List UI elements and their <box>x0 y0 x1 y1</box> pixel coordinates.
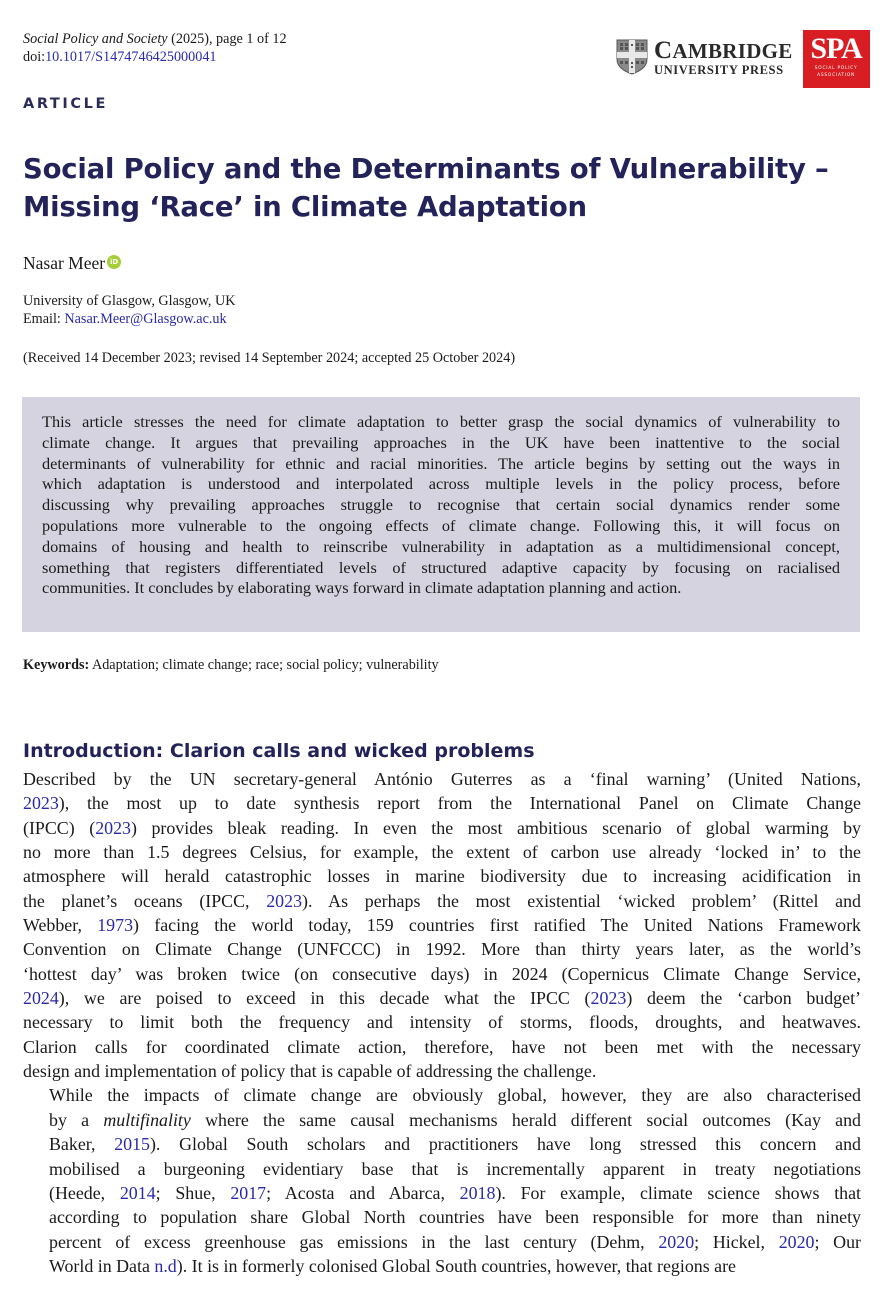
abstract-line: communities. It concludes by elaborating ways forward in climate adaptation planning and action. <box>42 578 682 598</box>
cambridge-university-press-logo <box>654 38 793 77</box>
body-line <box>23 962 861 986</box>
body-paragraph-2 <box>23 1083 861 1278</box>
body-text-segment: ), the most up to date synthesis report from the International Panel on Climate Change <box>58 793 861 814</box>
body-line <box>23 1083 861 1107</box>
body-text-segment: ) deem the ‘carbon budget’ <box>626 988 862 1009</box>
emphasis-text: multifinality <box>103 1109 191 1130</box>
email-label: Email: <box>23 311 65 327</box>
journal-year-page: (2025), page 1 of 12 <box>167 31 287 47</box>
body-line <box>23 1254 861 1278</box>
body-text-segment: ) facing the world today, 159 countries first ratified The United Nations Framework <box>133 915 861 936</box>
body-text-segment: according to population share Global North countries have been responsible for more than ninety <box>49 1207 861 1228</box>
cup-initial: C <box>654 36 673 64</box>
title-line-2: Missing ‘Race’ in Climate Adaptation <box>23 191 587 223</box>
abstract-line: which adaptation is understood and interpolated across multiple levels in the policy process, before <box>42 474 840 494</box>
abstract-line: domains of housing and health to reinscribe vulnerability in adaptation as a multidimensional concept, <box>42 536 840 556</box>
university-shield-icon <box>616 39 648 75</box>
citation-link[interactable]: 2023 <box>95 817 131 838</box>
body-text-segment: ; Acosta and Abarca, <box>266 1182 460 1203</box>
body-line <box>23 1059 861 1083</box>
body-line <box>23 1205 861 1229</box>
body-line <box>23 1157 861 1181</box>
body-text-segment: Convention on Climate Change (UNFCCC) in 1992. More than thirty years later, as the world’s <box>23 939 861 960</box>
body-text-segment: Webber, <box>23 915 98 936</box>
author-line <box>23 253 121 274</box>
citation-link[interactable]: 2023 <box>266 890 303 911</box>
body-line <box>23 889 861 913</box>
title-line-1: Social Policy and the Determinants of Vulnerability – <box>23 153 829 185</box>
body-line <box>23 1181 861 1205</box>
citation-link[interactable]: 2015 <box>114 1134 150 1155</box>
body-text-segment: by a <box>49 1109 104 1130</box>
body-text-segment: ). As perhaps the most existential ‘wicked problem’ (Rittel and <box>302 890 861 911</box>
body-text-segment: While the impacts of climate change are obviously global, however, they are also characterised <box>49 1085 861 1106</box>
article-title <box>23 150 863 226</box>
abstract-line: discussing why prevailing approaches struggle to recognise that certain social dynamics render some <box>42 495 840 515</box>
body-text-segment: Baker, <box>49 1134 115 1155</box>
abstract-line: determinants of vulnerability for ethnic and racial minorities. The article begins by setting out the ways in <box>42 453 840 473</box>
body-text-segment: design and implementation of policy that is capable of addressing the challenge. <box>23 1061 597 1082</box>
body-text-segment: atmosphere will herald catastrophic losses in marine biodiversity due to increasing acidification in <box>23 866 861 887</box>
body-line <box>23 913 861 937</box>
body-text-segment: ), we are poised to exceed in this decade what the IPCC ( <box>58 988 591 1009</box>
body-paragraph-1 <box>23 767 861 1083</box>
abstract-line: populations more vulnerable to the ongoing effects of climate change. Following this, it will focus on <box>42 515 840 535</box>
body-line <box>23 864 861 888</box>
body-text-segment: ; Hickel, <box>694 1231 779 1252</box>
abstract-line: climate change. It argues that prevailing approaches in the UK have been inattentive to the social <box>42 432 840 452</box>
body-line <box>23 937 861 961</box>
abstract-line: This article stresses the need for climate adaptation to better grasp the social dynamics of vulnerability to <box>42 412 840 431</box>
doi-prefix: doi: <box>23 49 46 65</box>
body-text-segment: (IPCC) ( <box>23 817 96 838</box>
orcid-icon[interactable]: iD <box>107 255 121 269</box>
body-line <box>23 1010 861 1034</box>
body-text-segment: mobilised a burgeoning evidentiary base that is incrementally apparent in treaty negotiations <box>49 1158 861 1179</box>
spa-logo <box>803 30 870 88</box>
body-line <box>23 791 861 815</box>
citation-link[interactable]: 1973 <box>97 915 134 936</box>
author-affiliation-block <box>23 292 236 328</box>
citation-link[interactable]: 2024 <box>23 988 59 1009</box>
body-line <box>23 767 861 791</box>
spa-name-line2: ASSOCIATION <box>817 73 856 78</box>
citation-link[interactable]: n.d <box>154 1255 177 1276</box>
citation-link[interactable]: 2014 <box>119 1182 156 1203</box>
cup-name: AMBRIDGE <box>672 38 793 63</box>
body-text-segment: ). Global South scholars and practitioners have long stressed this concern and <box>149 1134 861 1155</box>
citation-link[interactable]: 2023 <box>23 793 59 814</box>
body-line <box>23 1035 861 1059</box>
journal-citation <box>23 30 287 48</box>
body-text-segment: no more than 1.5 degrees Celsius, for example, the extent of carbon use already ‘locked in’ to the <box>23 842 861 863</box>
abstract-text <box>42 412 840 599</box>
keywords-label: Keywords: <box>23 657 90 673</box>
citation-link[interactable]: 2017 <box>230 1182 267 1203</box>
body-text-segment: (Heede, <box>49 1182 120 1203</box>
keywords <box>23 657 439 674</box>
body-text-segment: World in Data <box>49 1255 155 1276</box>
body-text-segment: ; Our <box>814 1231 861 1252</box>
body-line <box>23 1132 861 1156</box>
body-text-segment: percent of excess greenhouse gas emissions in the last century (Dehm, <box>49 1231 659 1252</box>
body-text-segment: where the same causal mechanisms herald different social outcomes (Kay and <box>190 1109 862 1130</box>
spa-acronym: SPA <box>810 32 862 65</box>
body-text-segment: necessary to limit both the frequency and intensity of storms, floods, droughts, and heatwaves. <box>23 1012 861 1033</box>
body-line <box>23 986 861 1010</box>
email-line <box>23 310 236 328</box>
affiliation: University of Glasgow, Glasgow, UK <box>23 293 236 309</box>
doi-link[interactable]: 10.1017/S1474746425000041 <box>45 49 217 65</box>
body-text-segment: ) provides bleak reading. In even the most ambitious scenario of global warming by <box>130 817 861 838</box>
journal-name: Social Policy and Society <box>23 31 168 47</box>
body-line <box>23 840 861 864</box>
citation-link[interactable]: 2023 <box>590 988 627 1009</box>
email-link[interactable]: Nasar.Meer@Glasgow.ac.uk <box>64 311 227 327</box>
body-text-segment: ; Shue, <box>155 1182 231 1203</box>
section-heading: Introduction: Clarion calls and wicked problems <box>23 740 535 762</box>
body-text-segment: the planet’s oceans (IPCC, <box>23 890 267 911</box>
received-dates: (Received 14 December 2023; revised 14 September 2024; accepted 25 October 2024) <box>23 350 516 366</box>
article-type-label: ARTICLE <box>23 96 109 112</box>
body-line <box>23 1230 861 1254</box>
abstract-line: something that registers differentiated levels of structured adaptive capacity by focusing on racialised <box>42 557 840 577</box>
keywords-value: Adaptation; climate change; race; social policy; vulnerability <box>89 657 439 673</box>
citation-link[interactable]: 2018 <box>459 1182 496 1203</box>
citation-link[interactable]: 2020 <box>778 1231 815 1252</box>
citation-link[interactable]: 2020 <box>658 1231 695 1252</box>
publisher-logos <box>616 28 870 86</box>
abstract-box <box>22 397 860 632</box>
body-text-segment: Described by the UN secretary-general António Guterres as a ‘final warning’ (United Nations, <box>23 769 861 789</box>
body-line <box>23 816 861 840</box>
body-text-segment: ). For example, climate science shows that <box>495 1182 862 1203</box>
cup-subtitle: UNIVERSITY PRESS <box>654 62 784 77</box>
body-text-segment: ‘hottest day’ was broken twice (on consecutive days) in 2024 (Copernicus Climate Change Service, <box>23 963 861 984</box>
body-line <box>23 1108 861 1132</box>
author-name: Nasar Meer <box>23 253 106 273</box>
body-text <box>23 767 861 1278</box>
doi-line <box>23 48 287 66</box>
body-text-segment: Clarion calls for coordinated climate action, therefore, have not been met with the necessary <box>23 1036 861 1057</box>
body-text-segment: ). It is in formerly colonised Global South countries, however, that regions are <box>176 1255 736 1276</box>
spa-name-line1: SOCIAL POLICY <box>814 66 858 71</box>
journal-header <box>23 30 287 66</box>
